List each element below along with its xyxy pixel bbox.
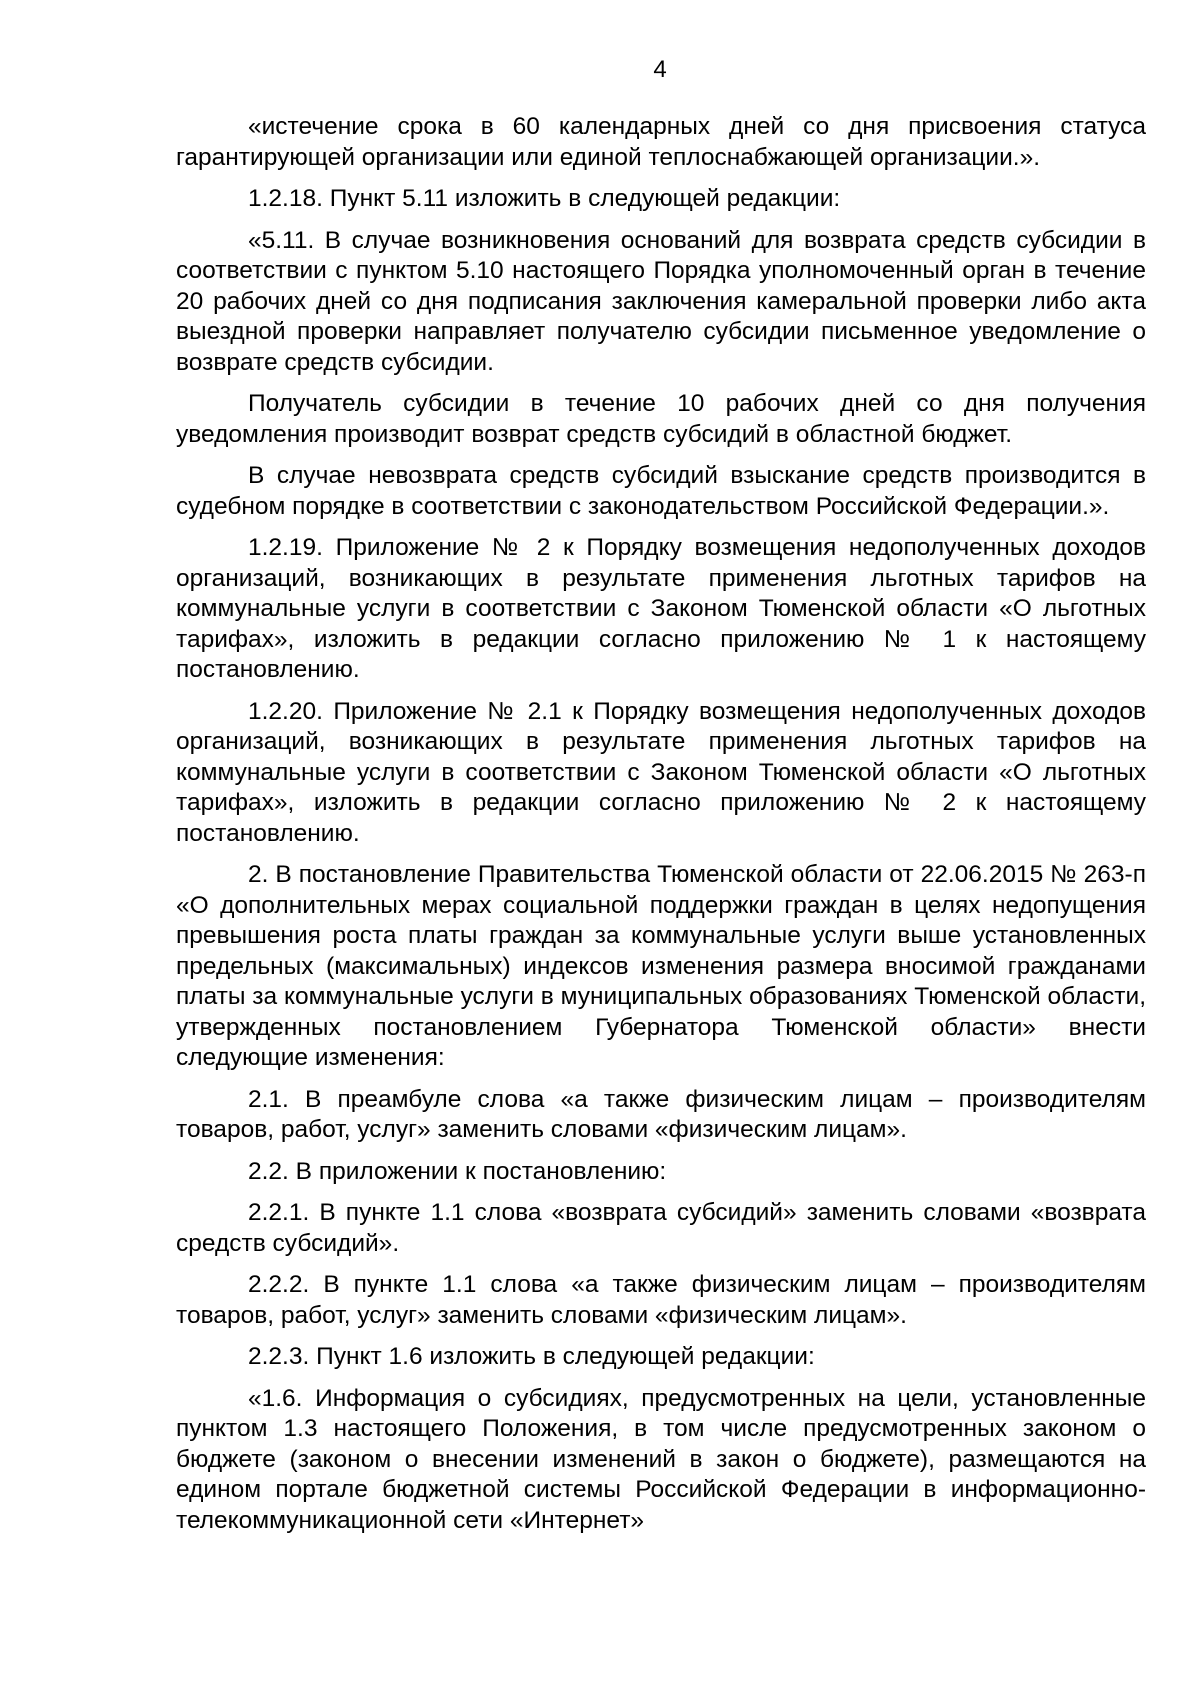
paragraph: «5.11. В случае возникновения оснований для возврата средств субсидии в соответствии с пунктом 5.10 настоящего Порядка уполномоченный орган в течение 20 рабочих дней со дня подписания заключения камеральной проверки либо акта выездной проверки направляет получателю субсидии письменное уведомление о возврате средств субсидии. (176, 226, 1146, 376)
paragraph: «истечение срока в 60 календарных дней со дня присвоения статуса гарантирующей организации или единой теплоснабжающей организации.». (176, 113, 1146, 171)
paragraph: 2.2.3. Пункт 1.6 изложить в следующей редакции: (248, 1343, 815, 1370)
paragraph: 2.2.2. В пункте 1.1 слова «а также физическим лицам – производителям товаров, работ, услуг» заменить словами «физическим лицам». (176, 1271, 1146, 1329)
paragraph: 1.2.20. Приложение № 2.1 к Порядку возмещения недополученных доходов организаций, возникающих в результате применения льготных тарифов на коммунальные услуги в соответствии с Законом Тюменской области «О льготных тарифах», изложить в редакции согласно приложению № 2 к настоящему постановлению. (176, 697, 1146, 847)
page-number: 4 (653, 56, 667, 83)
paragraph: 2. В постановление Правительства Тюменской области от 22.06.2015 № 263-п «О дополнительных мерах социальной поддержки граждан в целях недопущения превышения роста платы граждан за коммунальные услуги выше установленных предельных (максимальных) индексов изменения размера вносимой гражданами платы за коммунальные услуги в муниципальных образованиях Тюменской области, утвержденных постановлением Губернатора Тюменской области» внести следующие изменения: (176, 861, 1146, 1071)
paragraph: 1.2.18. Пункт 5.11 изложить в следующей редакции: (248, 185, 841, 212)
paragraph: 2.1. В преамбуле слова «а также физическим лицам – производителям товаров, работ, услуг» заменить словами «физическим лицам». (176, 1085, 1146, 1143)
paragraph: 2.2. В приложении к постановлению: (248, 1157, 667, 1185)
document-body (176, 112, 1146, 1547)
paragraph: «1.6. Информация о субсидиях, предусмотренных на цели, установленные пунктом 1.3 настоящего Положения, в том числе предусмотренных законом о бюджете (законом о внесении изменений в закон о бюджете), размещаются на едином портале бюджетной системы Российской Федерации в информационно-телекоммуникационной сети «Интернет» (176, 1384, 1146, 1534)
paragraph: Получатель субсидии в течение 10 рабочих дней со дня получения уведомления производит возврат средств субсидий в областной бюджет. (176, 390, 1146, 448)
paragraph: В случае невозврата средств субсидий взыскание средств производится в судебном порядке в соответствии с законодательством Российской Федерации.». (176, 462, 1146, 520)
paragraph: 1.2.19. Приложение № 2 к Порядку возмещения недополученных доходов организаций, возникающих в результате применения льготных тарифов на коммунальные услуги в соответствии с Законом Тюменской области «О льготных тарифах», изложить в редакции согласно приложению № 1 к настоящему постановлению. (176, 534, 1146, 683)
paragraph: 2.2.1. В пункте 1.1 слова «возврата субсидий» заменить словами «возврата средств субсидий». (176, 1199, 1146, 1257)
